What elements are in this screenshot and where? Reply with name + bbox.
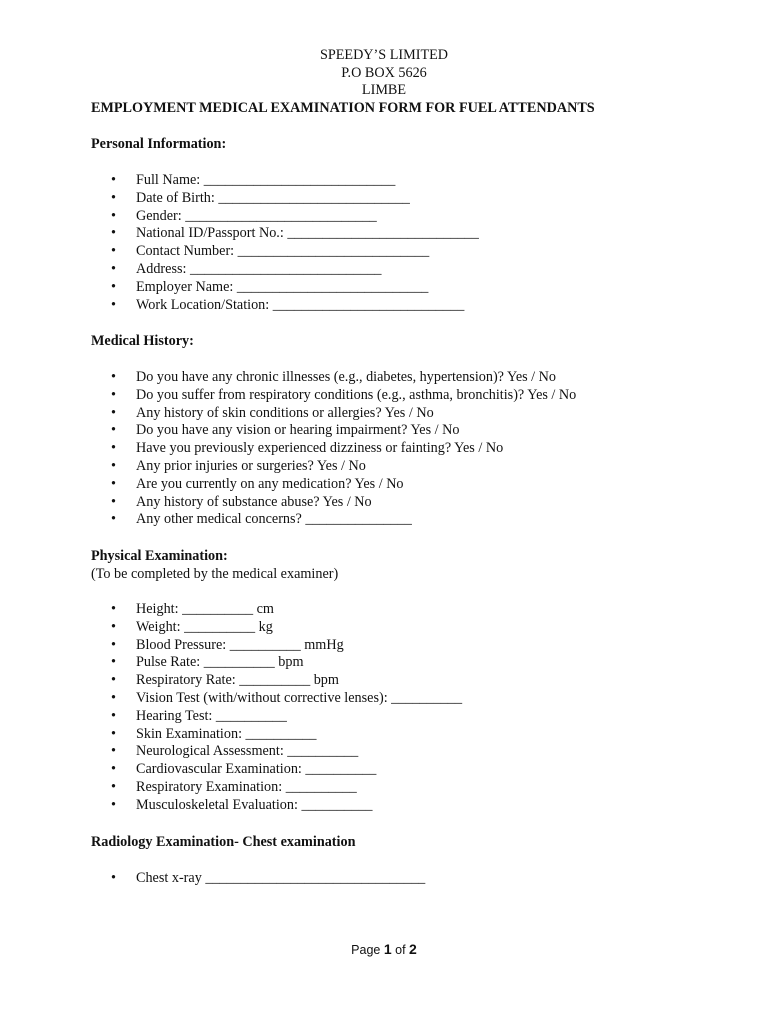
list-item: • Pulse Rate: __________ bpm bbox=[0, 654, 768, 672]
list-item: • Employer Name: ___________________________ bbox=[0, 279, 768, 297]
list-item: • Full Name: ___________________________ bbox=[0, 172, 768, 190]
list-item: • Do you suffer from respiratory conditions (e.g., asthma, bronchitis)? Yes / No bbox=[0, 387, 768, 405]
radiology-list bbox=[0, 870, 768, 888]
list-item: • Hearing Test: __________ bbox=[0, 708, 768, 726]
medical-history-heading: Medical History: bbox=[91, 333, 194, 349]
list-item: • Gender: ___________________________ bbox=[0, 208, 768, 226]
list-item: • Cardiovascular Examination: __________ bbox=[0, 761, 768, 779]
list-item: • Any other medical concerns? _______________ bbox=[0, 511, 768, 529]
list-item: • Any prior injuries or surgeries? Yes / No bbox=[0, 458, 768, 476]
physical-examination-list bbox=[0, 601, 768, 815]
current-page-number: 1 bbox=[383, 941, 392, 957]
po-box: P.O BOX 5626 bbox=[341, 65, 427, 81]
examiner-note: (To be completed by the medical examiner) bbox=[91, 566, 339, 582]
list-item: • Height: __________ cm bbox=[0, 601, 768, 619]
list-item: • Vision Test (with/without corrective lenses): __________ bbox=[0, 690, 768, 708]
list-item: • Contact Number: ___________________________ bbox=[0, 243, 768, 261]
list-item: • Any history of substance abuse? Yes / No bbox=[0, 494, 768, 512]
company-name: SPEEDY’S LIMITED bbox=[319, 47, 449, 63]
radiology-examination-heading: Radiology Examination- Chest examination bbox=[91, 834, 356, 850]
list-item: • Do you have any chronic illnesses (e.g., diabetes, hypertension)? Yes / No bbox=[0, 369, 768, 387]
list-item: • Skin Examination: __________ bbox=[0, 726, 768, 744]
list-item: • Blood Pressure: __________ mmHg bbox=[0, 637, 768, 655]
list-item: • Have you previously experienced dizziness or fainting? Yes / No bbox=[0, 440, 768, 458]
list-item: • Any history of skin conditions or allergies? Yes / No bbox=[0, 405, 768, 423]
list-item: • Do you have any vision or hearing impairment? Yes / No bbox=[0, 422, 768, 440]
page-word: Page bbox=[351, 943, 381, 957]
city: LIMBE bbox=[361, 82, 407, 98]
list-item: • Chest x-ray _______________________________ bbox=[0, 870, 768, 888]
list-item: • Weight: __________ kg bbox=[0, 619, 768, 637]
list-item: • Neurological Assessment: __________ bbox=[0, 743, 768, 761]
form-title: EMPLOYMENT MEDICAL EXAMINATION FORM FOR FUEL ATTENDANTS bbox=[91, 100, 595, 116]
list-item: • Work Location/Station: ___________________________ bbox=[0, 297, 768, 315]
of-word: of bbox=[395, 943, 406, 957]
personal-information-list bbox=[0, 172, 768, 314]
page-footer bbox=[0, 941, 768, 960]
list-item: • National ID/Passport No.: ___________________________ bbox=[0, 225, 768, 243]
personal-information-heading: Personal Information: bbox=[91, 136, 227, 152]
list-item: • Respiratory Examination: __________ bbox=[0, 779, 768, 797]
list-item: • Date of Birth: ___________________________ bbox=[0, 190, 768, 208]
total-pages-number: 2 bbox=[409, 941, 417, 957]
list-item: • Musculoskeletal Evaluation: __________ bbox=[0, 797, 768, 815]
physical-examination-heading: Physical Examination: bbox=[91, 548, 228, 564]
medical-history-list bbox=[0, 369, 768, 529]
list-item: • Are you currently on any medication? Yes / No bbox=[0, 476, 768, 494]
list-item: • Address: ___________________________ bbox=[0, 261, 768, 279]
list-item: • Respiratory Rate: __________ bpm bbox=[0, 672, 768, 690]
